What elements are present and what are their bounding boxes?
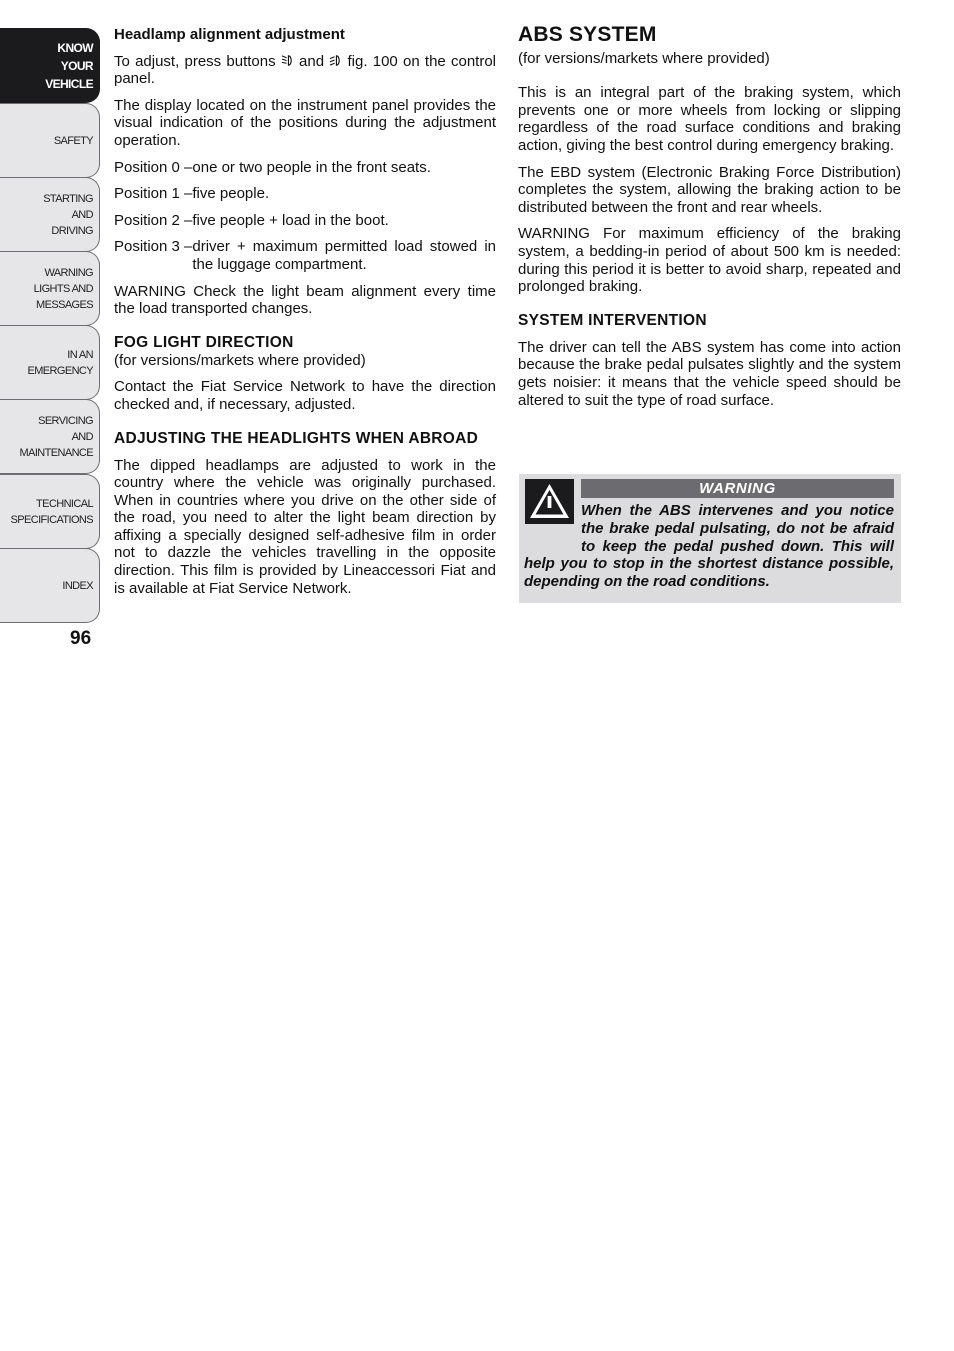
page-number: 96 [70, 628, 92, 649]
abs-warning-box [519, 474, 901, 603]
right-column [518, 23, 901, 418]
headlamp-up-icon [281, 54, 294, 67]
display-paragraph: The display located on the instrument panel provides the visual indication of the positions during the adjustment operation. [114, 96, 496, 149]
headlamp-alignment-heading: Headlamp alignment adjustment [114, 26, 345, 43]
adjust-paragraph: To adjust, press buttons and fig. 100 on the control panel. [114, 52, 496, 88]
tab-servicing-and-maintenance[interactable]: SERVICING AND MAINTENANCE [0, 399, 100, 474]
position-item: Position 1 – five people. [114, 185, 270, 203]
fog-light-paragraph: Contact the Fiat Service Network to have the direction checked and, if necessary, adjusted. [114, 378, 496, 413]
abs-note: (for versions/markets where provided) [518, 49, 770, 67]
abs-paragraph: This is an integral part of the braking system, which prevents one or more wheels from locking or slipping regardless of the road surface conditions and braking action, giving the best control during emergency braking. [518, 84, 901, 154]
tab-know-your-vehicle[interactable]: KNOW YOUR VEHICLE [0, 28, 100, 103]
warning-text: When the ABS intervenes and you notice the brake pedal pulsating, do not be afraid to keep the pedal pushed down. This will help you to stop in the shortest distance possible, depending on the road conditions. [524, 502, 894, 591]
tab-safety[interactable]: SAFETY [0, 103, 100, 178]
position-item: Position 2 – five people + load in the boot. [114, 211, 389, 229]
bedding-warning-paragraph: WARNING For maximum efficiency of the braking system, a bedding-in period of about 500 km is needed: during this period it is better to avoid sharp, repeated and prolonged braking. [518, 225, 901, 296]
abroad-paragraph: The dipped headlamps are adjusted to work in the country where the vehicle was originally purchased. When in countries where you drive on the other side of the road, you need to alter the light beam direction by affixing a specially designed self-adhesive film in order not to dazzle the vehicles travelling in the opposite direction. This film is provided by Lineaccessori Fiat and is available at Fiat Service Network. [114, 456, 496, 597]
tab-index[interactable]: INDEX [0, 548, 100, 623]
fog-light-heading: FOG LIGHT DIRECTION [114, 333, 294, 351]
tab-warning-lights-and-messages[interactable]: WARNING LIGHTS AND MESSAGES [0, 251, 100, 326]
left-column [114, 26, 496, 606]
warning-check-paragraph: WARNING Check the light beam alignment every time the load transported changes. [114, 282, 496, 318]
system-intervention-heading: SYSTEM INTERVENTION [518, 311, 707, 329]
warning-heading: WARNING [581, 479, 894, 498]
tab-starting-and-driving[interactable]: STARTING AND DRIVING [0, 177, 100, 252]
fog-light-note: (for versions/markets where provided) [114, 351, 366, 369]
tab-technical-specifications[interactable]: TECHNICAL SPECIFICATIONS [0, 474, 100, 549]
headlamp-down-icon [329, 54, 342, 67]
abs-system-heading: ABS SYSTEM [518, 23, 657, 46]
position-item: Position 3 – driver + maximum permitted load stowed in the luggage compartment. [114, 238, 496, 273]
ebd-paragraph: The EBD system (Electronic Braking Force Distribution) completes the system, allowing the braking action to be distributed between the front and rear wheels. [518, 163, 901, 216]
abroad-heading: ADJUSTING THE HEADLIGHTS WHEN ABROAD [114, 429, 479, 447]
position-item: Position 0 – one or two people in the front seats. [114, 158, 431, 176]
intervention-paragraph: The driver can tell the ABS system has come into action because the brake pedal pulsates slightly and the system gets noisier: it means that the vehicle speed should be altered to suit the type of road surface. [518, 338, 901, 409]
tab-in-an-emergency[interactable]: IN AN EMERGENCY [0, 325, 100, 400]
